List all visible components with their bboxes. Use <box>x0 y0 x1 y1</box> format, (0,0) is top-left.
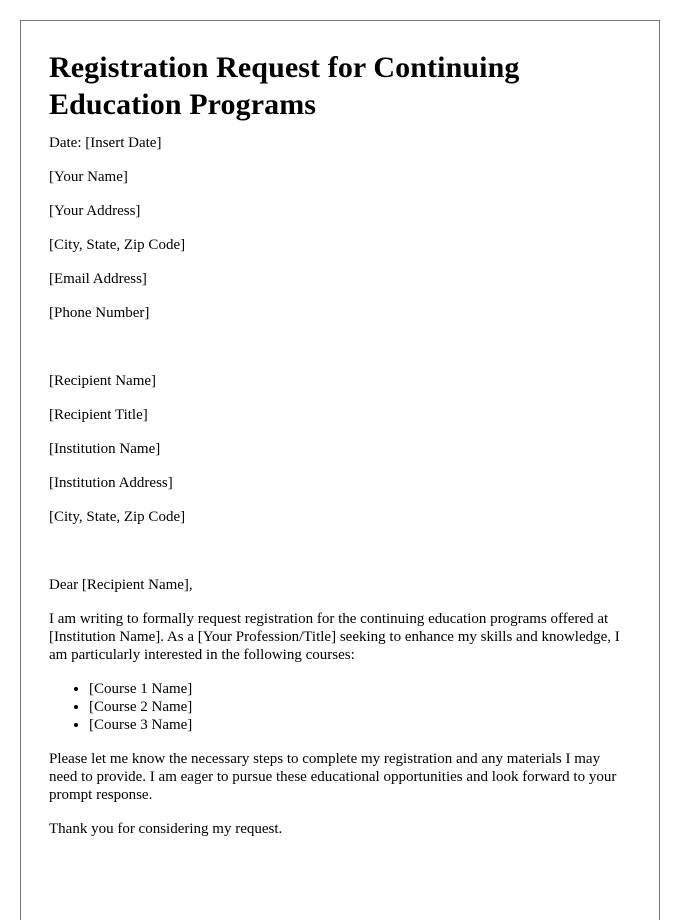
intro-paragraph: I am writing to formally request registration for the continuing education programs offered at [Institution Name]. As a [Your Profession/Title] seeking to enhance my skills and knowledge, I am particularly interested in the following courses: <box>49 611 620 663</box>
block-spacer <box>49 542 631 576</box>
recipient-title: [Recipient Title] <box>49 407 148 423</box>
letter-title: Registration Request for Continuing Education Programs <box>49 51 520 121</box>
recipient-city: [City, State, Zip Code] <box>49 509 186 525</box>
institution-address: [Institution Address] <box>49 475 173 491</box>
thanks-line: Thank you for considering my request. <box>49 821 283 837</box>
sender-block <box>49 134 631 322</box>
list-item: • [Course 2 Name] <box>89 698 631 716</box>
institution-name: [Institution Name] <box>49 441 161 457</box>
recipient-block <box>49 372 631 526</box>
list-item: • [Course 3 Name] <box>89 716 631 734</box>
date-line: Date: [Insert Date] <box>49 135 162 151</box>
list-item: • [Course 1 Name] <box>89 680 631 698</box>
sender-name: [Your Name] <box>49 169 128 185</box>
letter-page <box>20 20 660 920</box>
sender-phone: [Phone Number] <box>49 305 150 321</box>
sender-city: [City, State, Zip Code] <box>49 237 186 253</box>
closing-paragraph: Please let me know the necessary steps to complete my registration and any materials I may need to provide. I am eager to pursue these educational opportunities and look forward to your prompt response. <box>49 751 617 803</box>
sender-email: [Email Address] <box>49 271 147 287</box>
sender-address: [Your Address] <box>49 203 141 219</box>
recipient-name: [Recipient Name] <box>49 373 157 389</box>
course-list <box>49 680 631 734</box>
salutation: Dear [Recipient Name], <box>49 577 193 593</box>
block-spacer <box>49 338 631 372</box>
